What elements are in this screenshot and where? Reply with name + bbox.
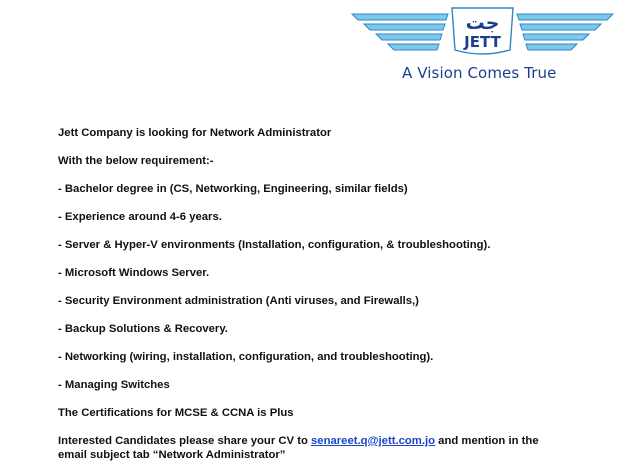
requirement-item: - Experience around 4-6 years. (58, 211, 222, 223)
apply-prefix: Interested Candidates please share your CV to (58, 435, 312, 447)
requirement-item: - Server & Hyper-V environments (Installation, configuration, & troubleshooting). (58, 239, 491, 251)
job-post (58, 126, 613, 462)
post-title: Jett Company is looking for Network Administrator (58, 127, 332, 139)
logo-brand-text: JETT (464, 33, 501, 51)
apply-subject-line: email subject tab “Network Administrator” (58, 449, 286, 461)
jett-logo (350, 6, 615, 84)
requirement-item: - Networking (wiring, installation, configuration, and troubleshooting). (58, 351, 434, 363)
requirement-item: - Backup Solutions & Recovery. (58, 323, 228, 335)
post-intro: With the below requirement:- (58, 155, 214, 167)
apply-instructions (58, 434, 613, 448)
email-link[interactable]: senareet.q@jett.com.jo (311, 435, 436, 447)
logo-tagline: A Vision Comes True (402, 64, 557, 82)
apply-suffix: and mention in the (435, 435, 539, 447)
certifications-note: The Certifications for MCSE & CCNA is Plus (58, 407, 294, 419)
requirement-item: - Bachelor degree in (CS, Networking, Engineering, similar fields) (58, 183, 408, 195)
requirement-item: - Security Environment administration (Anti viruses, and Firewalls,) (58, 295, 419, 307)
wings-logo-icon (350, 6, 615, 64)
requirement-item: - Managing Switches (58, 379, 170, 391)
logo-arabic-text: جت (465, 12, 500, 34)
requirement-item: - Microsoft Windows Server. (58, 267, 210, 279)
